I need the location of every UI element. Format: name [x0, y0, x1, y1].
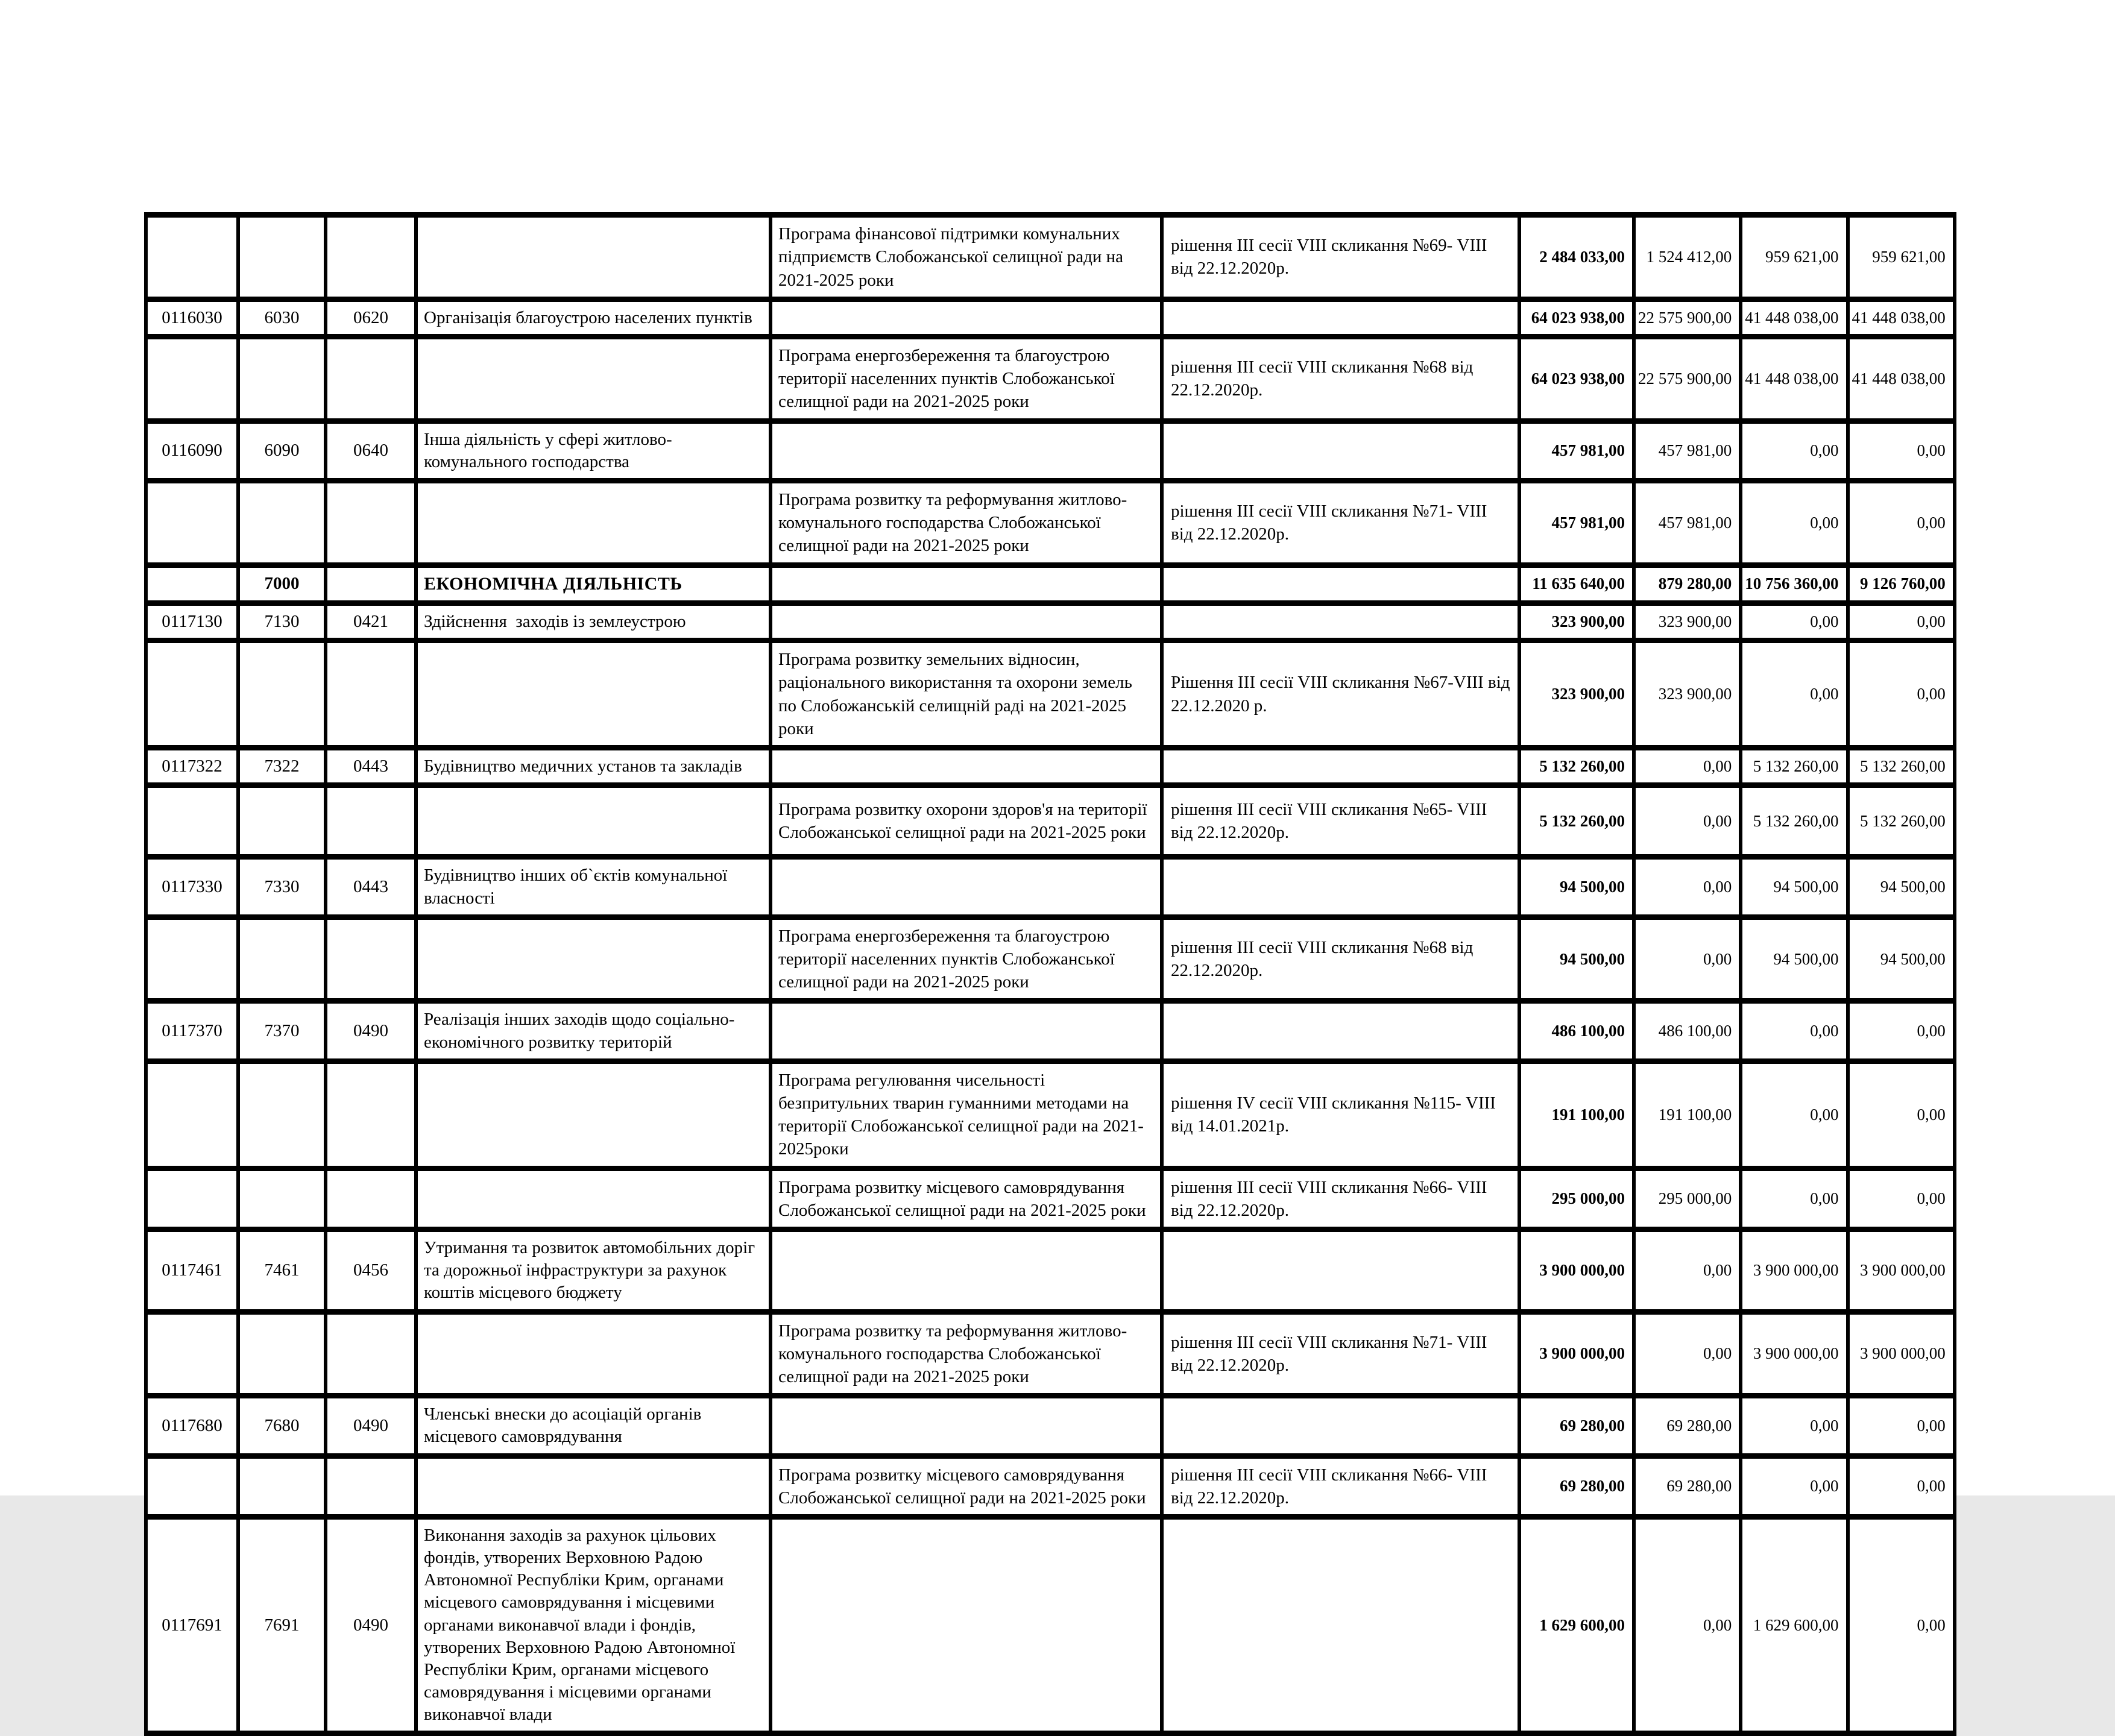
- cell-development-budget: 94 500,00: [1848, 917, 1955, 1001]
- cell-code-tpkvk: [238, 1168, 326, 1230]
- cell-general-fund: 69 280,00: [1634, 1456, 1741, 1517]
- cell-total: 69 280,00: [1519, 1396, 1634, 1456]
- cell-code-fkvk: [326, 1061, 416, 1168]
- cell-code-tpkvk: [238, 1061, 326, 1168]
- cell-total: 457 981,00: [1519, 421, 1634, 480]
- cell-program-name: Програма фінансової підтримки комунальних підприємств Слобожанської селищної ради на 2021-2025 роки: [771, 215, 1162, 300]
- table-row: [146, 1517, 1955, 1734]
- cell-name: [416, 1312, 771, 1396]
- table-row: [146, 748, 1955, 785]
- cell-development-budget: 5 132 260,00: [1848, 785, 1955, 857]
- cell-code-tpkvk: [238, 917, 326, 1001]
- cell-total: 5 132 260,00: [1519, 785, 1634, 857]
- cell-code-tpkvk: 6030: [238, 299, 326, 336]
- cell-special-fund: 0,00: [1741, 1168, 1847, 1230]
- cell-decision: [1162, 1517, 1519, 1734]
- cell-code-program: 0117130: [146, 603, 238, 641]
- cell-general-fund: 0,00: [1634, 857, 1741, 917]
- cell-special-fund: 10 756 360,00: [1741, 565, 1847, 603]
- cell-code-program: 0116090: [146, 421, 238, 480]
- cell-code-fkvk: [326, 641, 416, 748]
- cell-decision: [1162, 748, 1519, 785]
- cell-code-fkvk: 0490: [326, 1001, 416, 1061]
- cell-special-fund: 3 900 000,00: [1741, 1230, 1847, 1312]
- cell-general-fund: 457 981,00: [1634, 421, 1741, 480]
- cell-decision: [1162, 857, 1519, 917]
- cell-code-tpkvk: 7691: [238, 1517, 326, 1734]
- cell-name: [416, 1061, 771, 1168]
- cell-development-budget: 9 126 760,00: [1848, 565, 1955, 603]
- cell-program-name: Програма розвитку охорони здоров'я на території Слобожанської селищної ради на 2021-2025 роки: [771, 785, 1162, 857]
- table-row: [146, 1168, 1955, 1230]
- cell-name: Здійснення заходів із землеустрою: [416, 603, 771, 641]
- cell-program-name: Програма розвитку земельних відносин, раціонального використання та охорони земель по Слобожанській селищній раді на 2021-2025 роки: [771, 641, 1162, 748]
- cell-development-budget: 0,00: [1848, 1396, 1955, 1456]
- cell-special-fund: 0,00: [1741, 1456, 1847, 1517]
- cell-code-tpkvk: 6090: [238, 421, 326, 480]
- cell-code-tpkvk: [238, 641, 326, 748]
- table-row: [146, 1001, 1955, 1061]
- cell-code-program: [146, 917, 238, 1001]
- cell-code-tpkvk: [238, 480, 326, 565]
- cell-total: 295 000,00: [1519, 1168, 1634, 1230]
- cell-development-budget: 959 621,00: [1848, 215, 1955, 300]
- cell-general-fund: 486 100,00: [1634, 1001, 1741, 1061]
- cell-code-program: 0117370: [146, 1001, 238, 1061]
- cell-general-fund: 69 280,00: [1634, 1396, 1741, 1456]
- cell-code-fkvk: 0456: [326, 1230, 416, 1312]
- cell-total: 2 484 033,00: [1519, 215, 1634, 300]
- cell-total: 64 023 938,00: [1519, 299, 1634, 336]
- cell-general-fund: 295 000,00: [1634, 1168, 1741, 1230]
- cell-code-fkvk: [326, 785, 416, 857]
- cell-general-fund: 0,00: [1634, 1312, 1741, 1396]
- cell-decision: рішення ІІІ сесії VIII скликання №66- VIII від 22.12.2020р.: [1162, 1168, 1519, 1230]
- cell-code-fkvk: [326, 480, 416, 565]
- cell-name: Виконання заходів за рахунок цільових фондів, утворених Верховною Радою Автономної Республіки Крим, органами місцевого самоврядування і місцевими органами виконавчої влади і фондів, утворених Верховною Радою Автономної Республіки Крим, органами місцевого самоврядування і місцевими органами виконавчої влади: [416, 1517, 771, 1734]
- cell-development-budget: 3 900 000,00: [1848, 1230, 1955, 1312]
- cell-general-fund: 1 524 412,00: [1634, 215, 1741, 300]
- cell-general-fund: 191 100,00: [1634, 1061, 1741, 1168]
- cell-code-fkvk: 0443: [326, 857, 416, 917]
- cell-code-tpkvk: 7370: [238, 1001, 326, 1061]
- cell-name: [416, 480, 771, 565]
- table-row: [146, 336, 1955, 421]
- cell-decision: рішення ІІІ сесії VIII скликання №68 від 22.12.2020р.: [1162, 336, 1519, 421]
- cell-decision: рішення ІІІ сесії VIII скликання №66- VIII від 22.12.2020р.: [1162, 1456, 1519, 1517]
- table-row: [146, 299, 1955, 336]
- cell-code-tpkvk: [238, 785, 326, 857]
- cell-decision: [1162, 1396, 1519, 1456]
- cell-program-name: [771, 1001, 1162, 1061]
- cell-decision: [1162, 1230, 1519, 1312]
- cell-decision: рішення ІІІ сесії VIII скликання №71- VIII від 22.12.2020р.: [1162, 480, 1519, 565]
- cell-code-fkvk: 0640: [326, 421, 416, 480]
- cell-decision: рішення ІІІ сесії VIII скликання №65- VIII від 22.12.2020р.: [1162, 785, 1519, 857]
- table-row: [146, 785, 1955, 857]
- cell-decision: [1162, 299, 1519, 336]
- cell-total: 94 500,00: [1519, 857, 1634, 917]
- cell-code-tpkvk: [238, 1456, 326, 1517]
- cell-code-fkvk: [326, 565, 416, 603]
- cell-development-budget: 41 448 038,00: [1848, 299, 1955, 336]
- cell-general-fund: 0,00: [1634, 748, 1741, 785]
- cell-development-budget: 41 448 038,00: [1848, 336, 1955, 421]
- cell-development-budget: 94 500,00: [1848, 857, 1955, 917]
- cell-special-fund: 0,00: [1741, 603, 1847, 641]
- cell-program-name: [771, 1396, 1162, 1456]
- cell-development-budget: 0,00: [1848, 1168, 1955, 1230]
- cell-total: 486 100,00: [1519, 1001, 1634, 1061]
- cell-general-fund: 879 280,00: [1634, 565, 1741, 603]
- cell-name: ЕКОНОМІЧНА ДІЯЛЬНІСТЬ: [416, 565, 771, 603]
- cell-general-fund: 457 981,00: [1634, 480, 1741, 565]
- cell-special-fund: 1 629 600,00: [1741, 1517, 1847, 1734]
- cell-name: [416, 785, 771, 857]
- cell-total: 3 900 000,00: [1519, 1312, 1634, 1396]
- cell-name: [416, 917, 771, 1001]
- table-row: [146, 641, 1955, 748]
- cell-total: 5 132 260,00: [1519, 748, 1634, 785]
- cell-program-name: [771, 748, 1162, 785]
- cell-code-tpkvk: 7680: [238, 1396, 326, 1456]
- cell-general-fund: 0,00: [1634, 1230, 1741, 1312]
- cell-name: [416, 641, 771, 748]
- cell-special-fund: 959 621,00: [1741, 215, 1847, 300]
- cell-special-fund: 3 900 000,00: [1741, 1312, 1847, 1396]
- cell-code-fkvk: [326, 917, 416, 1001]
- cell-name: Організація благоустрою населених пунктів: [416, 299, 771, 336]
- cell-code-tpkvk: [238, 1312, 326, 1396]
- cell-program-name: Програма регулювання чисельності безпритульних тварин гуманними методами на території Слобожанської селищної ради на 2021-2025роки: [771, 1061, 1162, 1168]
- cell-code-program: 0117680: [146, 1396, 238, 1456]
- cell-program-name: [771, 565, 1162, 603]
- cell-total: 323 900,00: [1519, 641, 1634, 748]
- cell-general-fund: 0,00: [1634, 785, 1741, 857]
- cell-special-fund: 41 448 038,00: [1741, 299, 1847, 336]
- cell-code-fkvk: 0421: [326, 603, 416, 641]
- cell-decision: [1162, 1001, 1519, 1061]
- cell-code-program: [146, 215, 238, 300]
- table-row: [146, 1396, 1955, 1456]
- table-row: [146, 1061, 1955, 1168]
- cell-special-fund: 94 500,00: [1741, 917, 1847, 1001]
- cell-decision: [1162, 421, 1519, 480]
- cell-name: [416, 1456, 771, 1517]
- cell-code-program: [146, 1312, 238, 1396]
- cell-total: 457 981,00: [1519, 480, 1634, 565]
- cell-special-fund: 5 132 260,00: [1741, 748, 1847, 785]
- cell-general-fund: 323 900,00: [1634, 641, 1741, 748]
- cell-code-program: [146, 1168, 238, 1230]
- cell-name: Утримання та розвиток автомобільних доріг та дорожньої інфраструктури за рахунок коштів місцевого бюджету: [416, 1230, 771, 1312]
- cell-special-fund: 41 448 038,00: [1741, 336, 1847, 421]
- cell-total: 11 635 640,00: [1519, 565, 1634, 603]
- table-row: [146, 1456, 1955, 1517]
- cell-code-tpkvk: [238, 215, 326, 300]
- cell-decision: рішення ІІІ сесії VIII скликання №69- VIII від 22.12.2020р.: [1162, 215, 1519, 300]
- cell-program-name: Програма розвитку місцевого самоврядування Слобожанської селищної ради на 2021-2025 роки: [771, 1168, 1162, 1230]
- cell-decision: рішення IV сесії VIII скликання №115- VIII від 14.01.2021р.: [1162, 1061, 1519, 1168]
- cell-code-program: [146, 1456, 238, 1517]
- cell-code-program: 0117691: [146, 1517, 238, 1734]
- cell-decision: [1162, 603, 1519, 641]
- cell-code-tpkvk: 7130: [238, 603, 326, 641]
- table-row: [146, 1312, 1955, 1396]
- cell-development-budget: 0,00: [1848, 641, 1955, 748]
- cell-code-fkvk: [326, 1456, 416, 1517]
- cell-code-program: 0116030: [146, 299, 238, 336]
- cell-special-fund: 94 500,00: [1741, 857, 1847, 917]
- cell-name: Інша діяльність у сфері житлово-комунального господарства: [416, 421, 771, 480]
- cell-decision: рішення ІІІ сесії VIII скликання №71- VIII від 22.12.2020р.: [1162, 1312, 1519, 1396]
- cell-decision: рішення ІІІ сесії VIII скликання №68 від 22.12.2020р.: [1162, 917, 1519, 1001]
- cell-code-tpkvk: 7330: [238, 857, 326, 917]
- cell-general-fund: 0,00: [1634, 1517, 1741, 1734]
- cell-code-tpkvk: 7322: [238, 748, 326, 785]
- cell-code-program: [146, 565, 238, 603]
- cell-development-budget: 5 132 260,00: [1848, 748, 1955, 785]
- cell-total: 191 100,00: [1519, 1061, 1634, 1168]
- cell-total: 3 900 000,00: [1519, 1230, 1634, 1312]
- cell-code-program: [146, 480, 238, 565]
- cell-special-fund: 0,00: [1741, 480, 1847, 565]
- cell-special-fund: 0,00: [1741, 1061, 1847, 1168]
- cell-total: 69 280,00: [1519, 1456, 1634, 1517]
- cell-general-fund: 0,00: [1634, 917, 1741, 1001]
- cell-program-name: Програма енергозбереження та благоустрою території населенних пунктів Слобожанської селищної ради на 2021-2025 роки: [771, 336, 1162, 421]
- cell-general-fund: 22 575 900,00: [1634, 336, 1741, 421]
- cell-code-program: 0117322: [146, 748, 238, 785]
- cell-code-tpkvk: 7000: [238, 565, 326, 603]
- cell-development-budget: 3 900 000,00: [1848, 1312, 1955, 1396]
- cell-code-fkvk: [326, 1168, 416, 1230]
- cell-program-name: Програма енергозбереження та благоустрою території населенних пунктів Слобожанської селищної ради на 2021-2025 роки: [771, 917, 1162, 1001]
- cell-code-fkvk: 0490: [326, 1396, 416, 1456]
- cell-decision: Рішення ІІІ сесії VIII скликання №67-VIII від 22.12.2020 р.: [1162, 641, 1519, 748]
- cell-total: 64 023 938,00: [1519, 336, 1634, 421]
- cell-decision: [1162, 565, 1519, 603]
- cell-name: [416, 1168, 771, 1230]
- cell-special-fund: 0,00: [1741, 421, 1847, 480]
- cell-program-name: [771, 603, 1162, 641]
- cell-code-program: [146, 1061, 238, 1168]
- cell-code-tpkvk: [238, 336, 326, 421]
- cell-name: Реалізація інших заходів щодо соціально-економічного розвитку територій: [416, 1001, 771, 1061]
- cell-name: Членські внески до асоціацій органів місцевого самоврядування: [416, 1396, 771, 1456]
- cell-total: 323 900,00: [1519, 603, 1634, 641]
- cell-development-budget: 0,00: [1848, 421, 1955, 480]
- table-row: [146, 603, 1955, 641]
- cell-code-fkvk: 0620: [326, 299, 416, 336]
- cell-code-fkvk: 0443: [326, 748, 416, 785]
- cell-code-fkvk: [326, 1312, 416, 1396]
- table-row: [146, 917, 1955, 1001]
- cell-program-name: Програма розвитку та реформування житлово-комунального господарства Слобожанської селищної ради на 2021-2025 роки: [771, 480, 1162, 565]
- cell-code-fkvk: [326, 336, 416, 421]
- table-row: [146, 857, 1955, 917]
- cell-code-program: 0117461: [146, 1230, 238, 1312]
- cell-program-name: Програма розвитку та реформування житлово-комунального господарства Слобожанської селищної ради на 2021-2025 роки: [771, 1312, 1162, 1396]
- cell-development-budget: 0,00: [1848, 1001, 1955, 1061]
- cell-code-program: [146, 336, 238, 421]
- cell-development-budget: 0,00: [1848, 480, 1955, 565]
- cell-name: Будівництво інших об`єктів комунальної власності: [416, 857, 771, 917]
- table-row: [146, 215, 1955, 300]
- cell-special-fund: 5 132 260,00: [1741, 785, 1847, 857]
- cell-program-name: [771, 299, 1162, 336]
- table-row: [146, 421, 1955, 480]
- cell-code-program: [146, 785, 238, 857]
- cell-program-name: [771, 857, 1162, 917]
- table-row: [146, 480, 1955, 565]
- table-row-section: [146, 565, 1955, 603]
- cell-program-name: [771, 1230, 1162, 1312]
- cell-code-fkvk: 0490: [326, 1517, 416, 1734]
- cell-special-fund: 0,00: [1741, 1396, 1847, 1456]
- cell-program-name: [771, 421, 1162, 480]
- cell-code-program: 0117330: [146, 857, 238, 917]
- cell-code-tpkvk: 7461: [238, 1230, 326, 1312]
- budget-table: [144, 212, 1956, 1736]
- cell-development-budget: 0,00: [1848, 1517, 1955, 1734]
- cell-name: [416, 215, 771, 300]
- cell-code-program: [146, 641, 238, 748]
- cell-program-name: Програма розвитку місцевого самоврядування Слобожанської селищної ради на 2021-2025 роки: [771, 1456, 1162, 1517]
- cell-development-budget: 0,00: [1848, 1061, 1955, 1168]
- cell-code-fkvk: [326, 215, 416, 300]
- cell-special-fund: 0,00: [1741, 1001, 1847, 1061]
- cell-program-name: [771, 1517, 1162, 1734]
- cell-general-fund: 323 900,00: [1634, 603, 1741, 641]
- cell-name: [416, 336, 771, 421]
- cell-development-budget: 0,00: [1848, 603, 1955, 641]
- cell-special-fund: 0,00: [1741, 641, 1847, 748]
- table-row: [146, 1230, 1955, 1312]
- cell-development-budget: 0,00: [1848, 1456, 1955, 1517]
- cell-total: 94 500,00: [1519, 917, 1634, 1001]
- cell-total: 1 629 600,00: [1519, 1517, 1634, 1734]
- cell-general-fund: 22 575 900,00: [1634, 299, 1741, 336]
- cell-name: Будівництво медичних установ та закладів: [416, 748, 771, 785]
